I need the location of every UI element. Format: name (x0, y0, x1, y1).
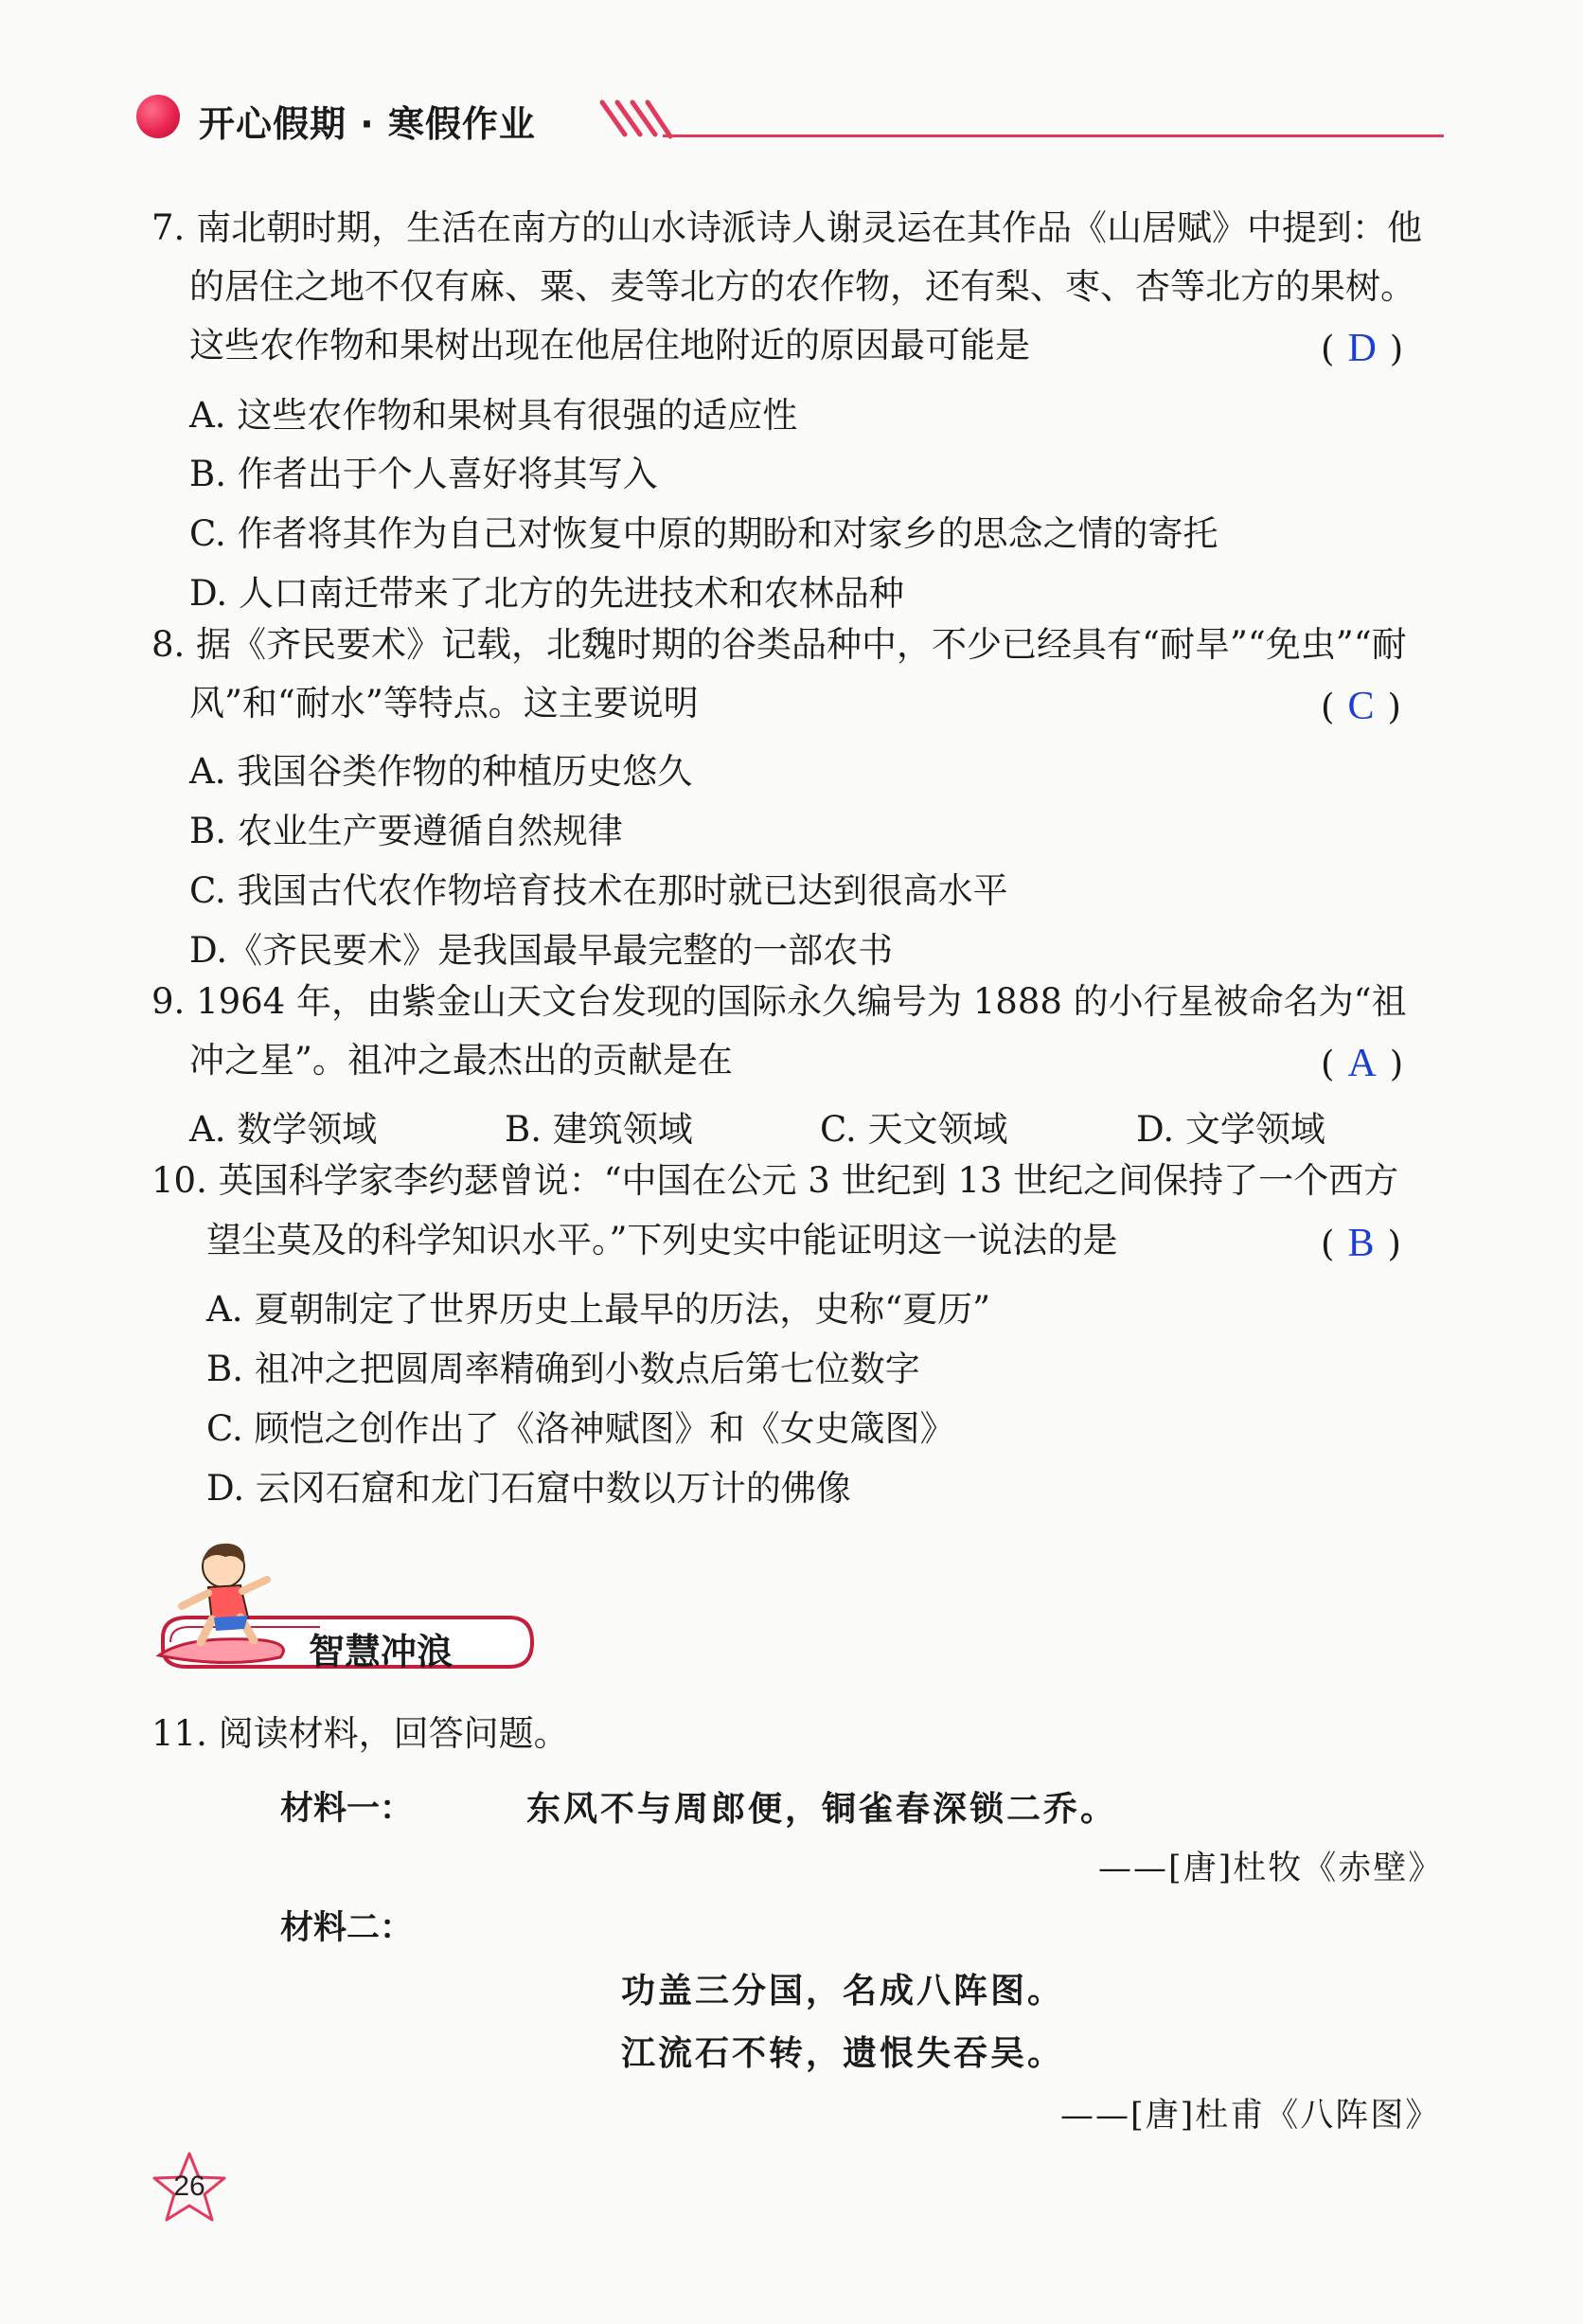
material-1-citation: ——[唐]杜牧《赤壁》 (1098, 1850, 1444, 1887)
q7-line-3: 这些农作物和果树出现在他居住地附近的原因最可能是 (189, 325, 1030, 366)
header-slash-icon (596, 98, 672, 140)
q8-answer: C (1347, 685, 1375, 728)
material-2-line-2: 江流石不转，遗恨失吞吴。 (621, 2033, 1065, 2073)
material-2-label: 材料二： (280, 1909, 414, 1947)
q10-option-c: C. 顾恺之创作出了《洛神赋图》和《女史箴图》 (206, 1408, 955, 1449)
q8-line-2: 风”和“耐水”等特点。这主要说明 (189, 683, 699, 724)
q9-answer-bracket: ( A ) (1321, 1042, 1404, 1085)
section-banner (150, 1536, 538, 1678)
q9-option-d: D. 文学领域 (1136, 1109, 1325, 1150)
section-title: 智慧冲浪 (309, 1631, 454, 1672)
q7-option-b: B. 作者出于个人喜好将其写入 (189, 454, 658, 494)
q9-line-2: 冲之星”。祖冲之最杰出的贡献是在 (189, 1040, 733, 1081)
q10-line-1: 10. 英国科学家李约瑟曾说：“中国在公元 3 世纪到 13 世纪之间保持了一个西方 (151, 1160, 1399, 1201)
q10-answer-bracket: ( B ) (1321, 1222, 1401, 1265)
q10-line-2: 望尘莫及的科学知识水平。”下列史实中能证明这一说法的是 (206, 1220, 1118, 1260)
q8-option-a: A. 我国谷类作物的种植历史悠久 (189, 751, 693, 792)
q9-answer: A (1347, 1042, 1377, 1085)
q8-answer-bracket: ( C ) (1321, 685, 1401, 728)
page-number-badge (151, 2150, 227, 2226)
q7-option-c: C. 作者将其作为自己对恢复中原的期盼和对家乡的思念之情的寄托 (189, 513, 1218, 554)
page-header (133, 91, 1458, 148)
page-number: 26 (173, 2171, 205, 2202)
material-2-citation: ——[唐]杜甫《八阵图》 (1060, 2097, 1441, 2135)
q7-option-d: D. 人口南迁带来了北方的先进技术和农林品种 (189, 573, 904, 614)
q9-line-1: 9. 1964 年，由紫金山天文台发现的国际永久编号为 1888 的小行星被命名为“祖 (151, 981, 1407, 1022)
q7-answer: D (1347, 327, 1377, 370)
q8-line-1: 8. 据《齐民要术》记载，北魏时期的谷类品种中，不少已经具有“耐旱”“免虫”“耐 (151, 624, 1407, 665)
material-1-text: 东风不与周郎便，铜雀春深锁二乔。 (526, 1789, 1118, 1829)
q8-option-d: D.《齐民要术》是我国最早最完整的一部农书 (189, 930, 894, 971)
material-2-line-1: 功盖三分国，名成八阵图。 (621, 1971, 1065, 2011)
q10-option-b: B. 祖冲之把圆周率精确到小数点后第七位数字 (206, 1349, 920, 1389)
material-1-label: 材料一： (280, 1790, 414, 1828)
q9-option-b: B. 建筑领域 (505, 1109, 693, 1150)
q11-stem: 11. 阅读材料，回答问题。 (151, 1713, 569, 1754)
q10-answer: B (1347, 1222, 1375, 1265)
q7-line-2: 的居住之地不仅有麻、粟、麦等北方的农作物，还有梨、枣、杏等北方的果树。 (189, 266, 1415, 307)
q7-line-1: 7. 南北朝时期，生活在南方的山水诗派诗人谢灵运在其作品《山居赋》中提到：他 (151, 207, 1423, 248)
q10-option-d: D. 云冈石窟和龙门石窟中数以万计的佛像 (206, 1468, 851, 1509)
q10-option-a: A. 夏朝制定了世界历史上最早的历法，史称“夏历” (206, 1289, 991, 1330)
q8-option-c: C. 我国古代农作物培育技术在那时就已达到很高水平 (189, 870, 1008, 911)
header-rule (663, 134, 1444, 137)
q9-option-a: A. 数学领域 (189, 1109, 378, 1150)
q9-option-c: C. 天文领域 (820, 1109, 1008, 1150)
q7-answer-bracket: ( D ) (1321, 327, 1404, 370)
header-title: 开心假期 · 寒假作业 (199, 103, 536, 145)
header-dot-icon (136, 95, 180, 138)
q7-option-a: A. 这些农作物和果树具有很强的适应性 (189, 395, 798, 436)
q8-option-b: B. 农业生产要遵循自然规律 (189, 811, 623, 851)
